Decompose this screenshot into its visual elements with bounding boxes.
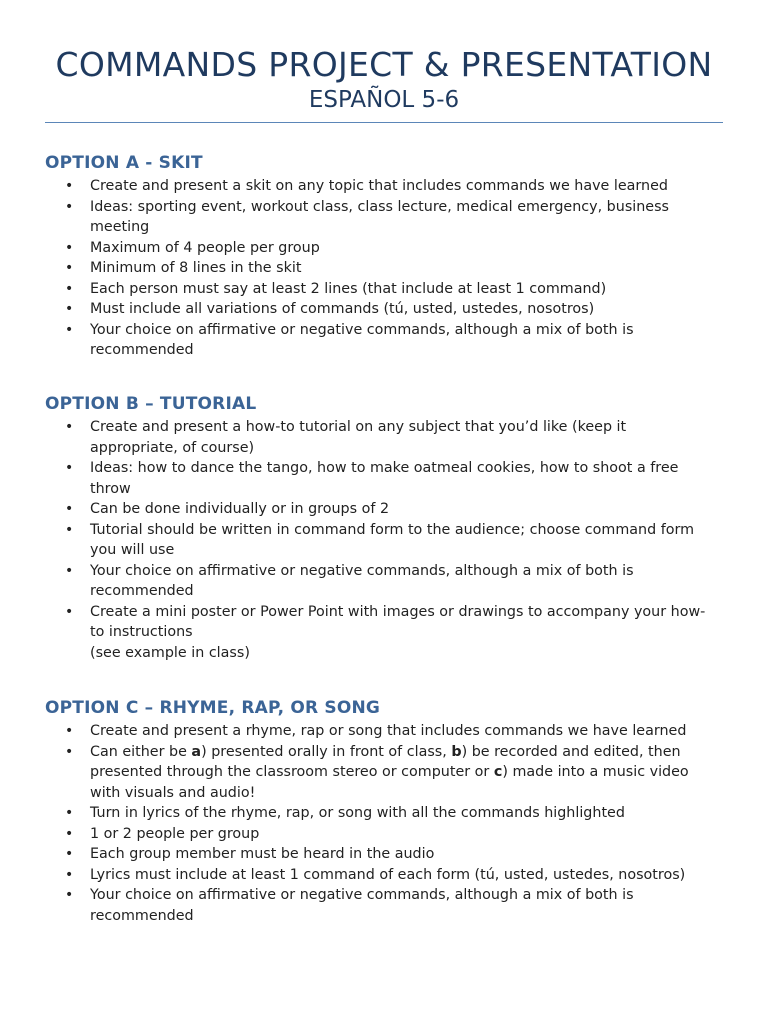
- list-item: • Lyrics must include at least 1 command of each form (tú, usted, ustedes, nosotros): [45, 865, 715, 886]
- section-option-a: [45, 152, 715, 361]
- bullet-icon: •: [65, 239, 74, 256]
- bullet-icon: •: [65, 846, 74, 862]
- page-subtitle: ESPAÑOL 5-6: [308, 87, 460, 113]
- bullet-icon: •: [65, 260, 74, 276]
- bullet-icon: •: [65, 825, 74, 842]
- list-item: • Must include all variations of commands (tú, usted, ustedes, nosotros): [45, 299, 715, 320]
- bullet-icon: •: [65, 805, 74, 821]
- bullet-icon: •: [65, 562, 74, 579]
- header-divider: [45, 122, 723, 123]
- list-item: • Your choice on affirmative or negative commands, although a mix of both is recommended: [65, 321, 634, 358]
- section-option-c: [45, 697, 715, 926]
- list-item: • Your choice on affirmative or negative commands, although a mix of both is recommended: [65, 562, 634, 599]
- bullet-icon: •: [65, 743, 74, 760]
- bullet-icon: •: [65, 198, 74, 215]
- bullet-icon: •: [65, 723, 74, 739]
- list-item: • Turn in lyrics of the rhyme, rap, or song with all the commands highlighted: [45, 803, 715, 824]
- list-item: • Minimum of 8 lines in the skit: [45, 258, 715, 279]
- page-title: COMMANDS PROJECT & PRESENTATION: [55, 45, 713, 84]
- list-item: • Each person must say at least 2 lines (that include at least 1 command): [45, 279, 715, 300]
- section-heading: OPTION A - SKIT: [45, 153, 203, 173]
- bullet-icon: •: [65, 521, 74, 538]
- list-item: • Your choice on affirmative or negative commands, although a mix of both is recommended: [65, 887, 634, 924]
- list-item: • Maximum of 4 people per group: [45, 238, 715, 259]
- bullet-list: [45, 721, 715, 926]
- list-item: • Create and present a rhyme, rap or song that includes commands we have learned: [45, 721, 715, 742]
- section-heading: OPTION C – RHYME, RAP, OR SONG: [45, 698, 381, 718]
- list-item: • Create a mini poster or Power Point with images or drawings to accompany your how-to instructions (see example in class): [65, 603, 706, 661]
- list-item: • Create and present a skit on any topic that includes commands we have learned: [45, 176, 715, 197]
- list-item: • Can either be a) presented orally in front of class, b) be recorded and edited, then presented through the classroom stereo or computer or c) made into a music video with visuals and audio!: [65, 743, 689, 801]
- bullet-icon: •: [65, 178, 74, 194]
- section-heading: OPTION B – TUTORIAL: [45, 394, 257, 414]
- bullet-icon: •: [65, 321, 74, 338]
- bullet-icon: •: [65, 887, 74, 903]
- list-item: • Ideas: sporting event, workout class, class lecture, medical emergency, business meeting: [65, 198, 669, 235]
- list-item: • Can be done individually or in groups of 2: [45, 499, 715, 520]
- bullet-icon: •: [65, 460, 74, 476]
- bullet-icon: •: [65, 419, 74, 435]
- bullet-icon: •: [65, 301, 74, 317]
- list-item: • Ideas: how to dance the tango, how to make oatmeal cookies, how to shoot a free throw: [65, 460, 679, 497]
- bullet-list: [45, 176, 715, 361]
- list-item-note: (see example in class): [90, 644, 250, 661]
- section-option-b: [45, 393, 715, 663]
- bullet-icon: •: [65, 866, 74, 883]
- list-item: • Create and present a how-to tutorial on any subject that you’d like (keep it appropriate, of course): [65, 419, 627, 456]
- list-item: • 1 or 2 people per group: [45, 824, 715, 845]
- bullet-icon: •: [65, 603, 74, 620]
- list-item: • Each group member must be heard in the audio: [45, 844, 715, 865]
- bullet-icon: •: [65, 501, 74, 517]
- list-item: • Tutorial should be written in command form to the audience; choose command form you will use: [65, 521, 695, 558]
- bullet-list: [45, 417, 715, 663]
- bullet-icon: •: [65, 280, 74, 297]
